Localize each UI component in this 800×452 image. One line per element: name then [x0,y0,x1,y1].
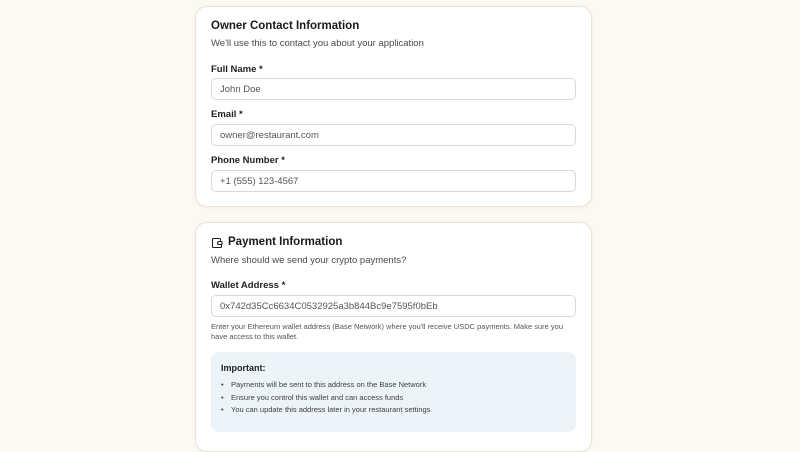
important-list [221,379,430,417]
important-title: Important: [221,363,266,373]
payment-section-subtitle: Where should we send your crypto payments? [211,255,407,266]
email-label: Email * [211,109,243,120]
phone-label: Phone Number * [211,155,285,166]
owner-section-subtitle: We'll use this to contact you about your application [211,38,424,49]
important-item: • You can update this address later in your restaurant settings [221,404,430,417]
payment-section-title: Payment Information [228,236,343,248]
phone-input[interactable] [211,170,576,192]
full-name-label: Full Name * [211,64,263,75]
important-item: • Ensure you control this wallet and can access funds [221,392,430,405]
wallet-address-input[interactable] [211,295,576,317]
important-notice [211,352,576,432]
email-input[interactable] [211,124,576,146]
important-item: • Payments will be sent to this address on the Base Network [221,379,430,392]
payment-info-card [195,222,592,452]
wallet-address-hint: Enter your Ethereum wallet address (Base Network) where you'll receive USDC payments. Make sure you have access to this wallet. [211,322,563,341]
wallet-icon [211,237,223,249]
owner-contact-card [195,6,592,207]
full-name-input[interactable] [211,78,576,100]
owner-section-title: Owner Contact Information [211,20,360,32]
wallet-address-label: Wallet Address * [211,280,286,291]
